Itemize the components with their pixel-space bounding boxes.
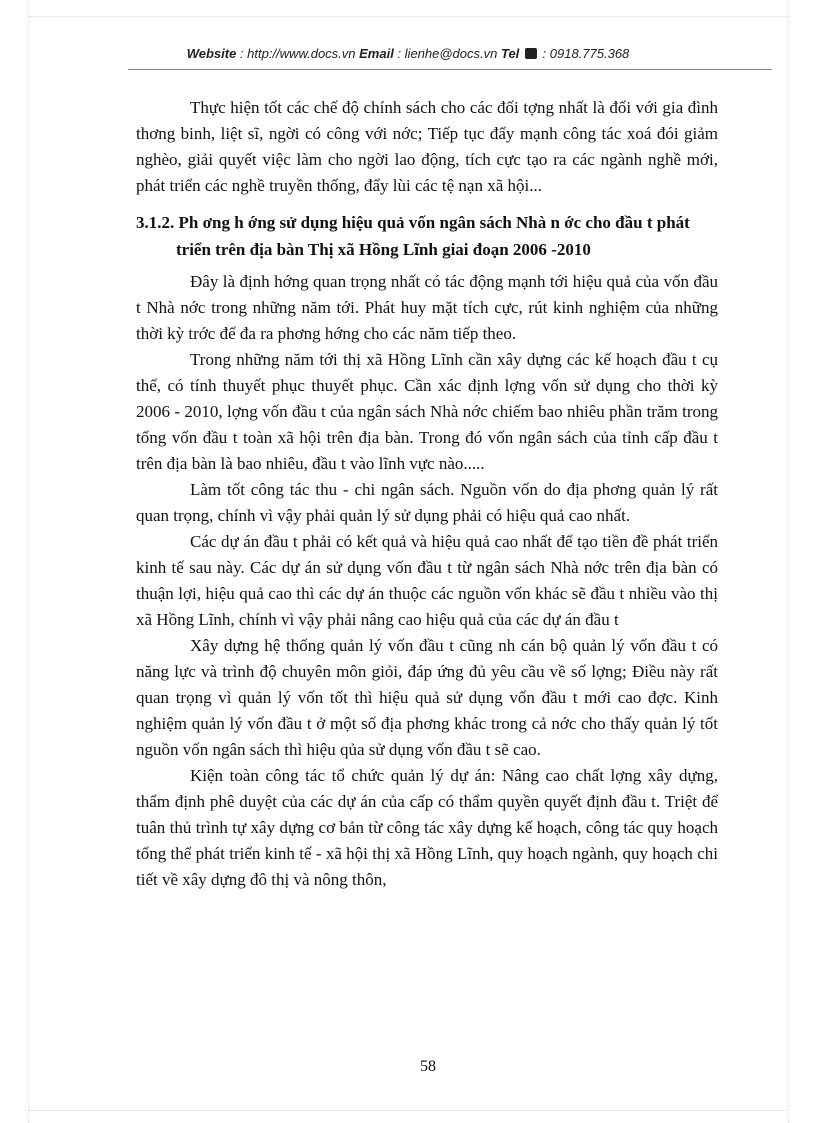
document-body — [136, 95, 718, 893]
body-paragraph-4: Các dự án đầu t phải có kết quả và hiệu quả cao nhất để tạo tiền đề phát triển kinh tế sau này. Các dự án sử dụng vốn đầu t từ ngân sách Nhà nớc trên địa bàn có thuận lợi, hiệu quả cao thì các dự án thuộc các nguồn vốn khác sẽ đầu t nhiều vào thị xã Hồng Lĩnh, chính vì vậy phải nâng cao hiệu quả của các dự án đầu t — [136, 532, 718, 629]
tel-value: : 0918.775.368 — [538, 46, 630, 61]
header-divider — [128, 69, 772, 70]
email-value[interactable]: : lienhe@docs.vn — [393, 46, 501, 61]
margin-guide-left — [28, 0, 29, 1123]
body-paragraph-5: Xây dựng hệ thống quản lý vốn đầu t cũng nh cán bộ quản lý vốn đầu t có năng lực và trình độ chuyên môn giỏi, đáp ứng đủ yêu cầu về số lợng; Điều này rất quan trọng vì quản lý vốn tốt thì hiệu quả sử dụng vốn đầu t mới cao đợc. Kinh nghiệm quản lý vốn đầu t ở một số địa phơng khác trong cả nớc cho thấy quản lý tốt nguồn vốn ngân sách thì hiệu qủa sử dụng vốn đầu t sẽ cao. — [136, 636, 718, 759]
margin-guide-right — [788, 0, 789, 1123]
margin-guide-bottom — [28, 1110, 788, 1111]
body-paragraph-3: Làm tốt công tác thu - chi ngân sách. Nguồn vốn do địa phơng quản lý rất quan trọng, chính vì vậy phải quản lý sử dụng phải có hiệu quả cao nhất. — [136, 480, 718, 525]
email-label: Email — [359, 46, 394, 61]
website-value[interactable]: : http://www.docs.vn — [236, 46, 360, 61]
intro-paragraph: Thực hiện tốt các chế độ chính sách cho các đối tợng nhất là đối với gia đình thơng binh, liệt sĩ, ngời có công với nớc; Tiếp tục đẩy mạnh công tác xoá đói giảm nghèo, giải quyết việc làm cho ngời lao động, tích cực tạo ra các ngành nghề mới, phát triển các nghề truyền thống, đẩy lùi các tệ nạn xã hội... — [136, 98, 718, 195]
website-label: Website — [186, 46, 237, 61]
tel-label: Tel — [500, 46, 520, 61]
page-header — [0, 46, 816, 61]
margin-guide-top — [28, 16, 788, 17]
body-paragraph-6: Kiện toàn công tác tổ chức quản lý dự án: Nâng cao chất lợng xây dựng, thẩm định phê duyệt của các dự án của cấp có thẩm quyền quyết định đầu t. Triệt để tuân thủ trình tự xây dựng cơ bản từ công tác xây dựng kế hoạch, công tác quy hoạch tổng thể phát triển kinh tế - xã hội thị xã Hồng Lĩnh, quy hoạch ngành, quy hoạch chi tiết về xây dựng đô thị và nông thôn, — [136, 766, 718, 889]
phone-icon — [525, 48, 537, 59]
section-heading: 3.1.2. Ph ơng h ớng sử dụng hiệu quả vốn ngân sách Nhà n ớc cho đầu t phát triển trên địa bàn Thị xã Hồng Lĩnh giai đoạn 2006 -2010 — [136, 213, 690, 259]
body-paragraph-2: Trong những năm tới thị xã Hồng Lĩnh cần xây dựng các kế hoạch đầu t cụ thể, có tính thuyết phục thuyết phục. Cần xác định lợng vốn sử dụng cho thời kỳ 2006 - 2010, lợng vốn đầu t của ngân sách Nhà nớc chiếm bao nhiêu phần trăm trong tổng vốn đầu t toàn xã hội trên địa bàn. Trong đó vốn ngân sách của tỉnh cấp đầu t trên địa bàn là bao nhiêu, đầu t vào lĩnh vực nào..... — [136, 350, 718, 473]
body-paragraph-1: Đây là định hớng quan trọng nhất có tác động mạnh tới hiệu quả của vốn đầu t Nhà nớc trong những năm tới. Phát huy mặt tích cực, rút kinh nghiệm của những thời kỳ trớc để đa ra phơng hớng cho các năm tiếp theo. — [136, 272, 718, 343]
page-number: 58 — [420, 1058, 436, 1075]
